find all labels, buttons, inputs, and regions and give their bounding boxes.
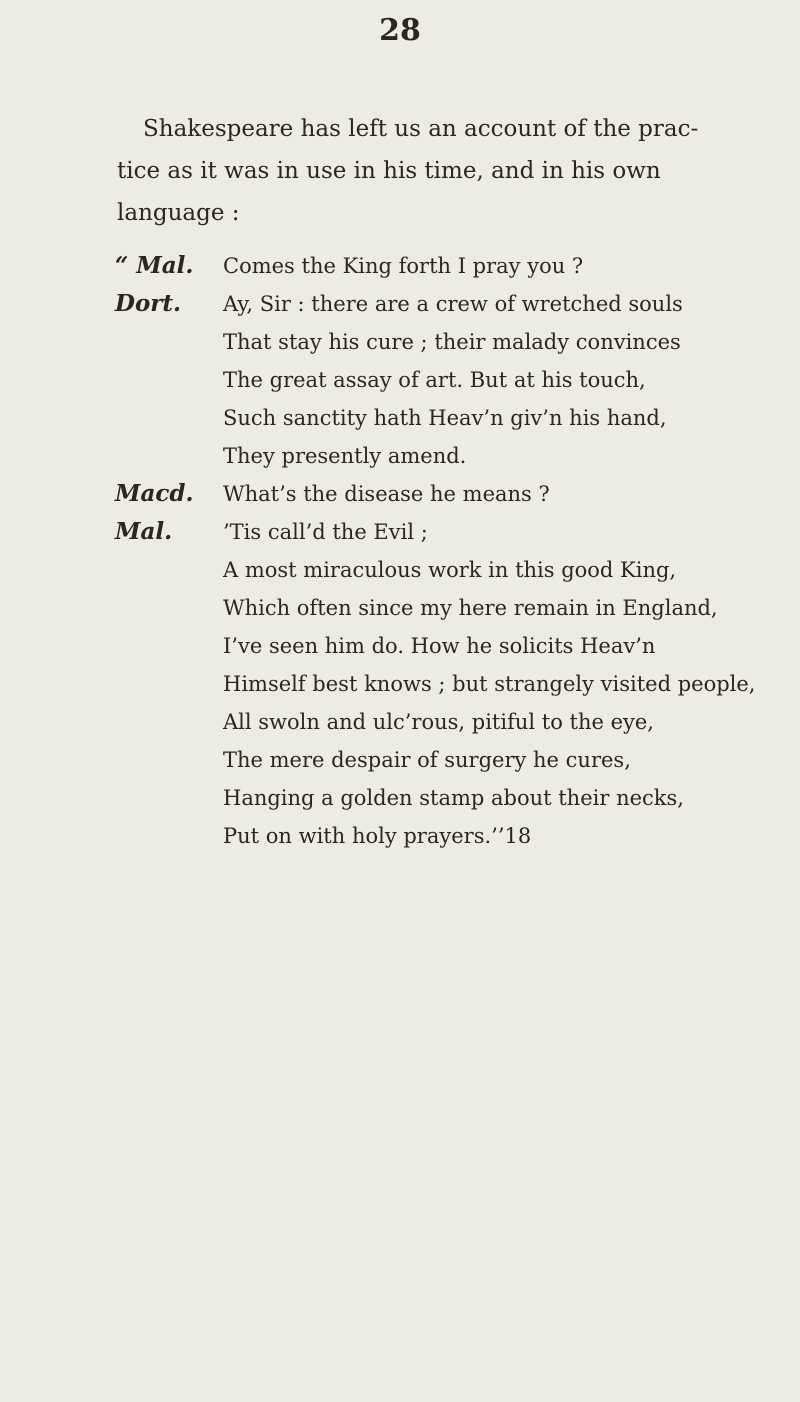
verse-text: Such sanctity hath Heav’n giv’n his hand, — [223, 406, 667, 430]
verse-text: That stay his cure ; their malady convinces — [223, 330, 681, 354]
page-number: 28 — [379, 13, 421, 48]
verse-text: All swoln and ulc’rous, pitiful to the eye, — [223, 710, 654, 734]
verse-text: ’Tis call’d the Evil ; — [223, 520, 428, 544]
verse-text: Comes the King forth I pray you ? — [223, 254, 584, 278]
speaker-name: “ Mal. — [115, 252, 194, 279]
verse-line — [0, 475, 800, 513]
verse-line — [0, 665, 800, 703]
verse-text: I’ve seen him do. How he solicits Heav’n — [223, 634, 656, 658]
verse-line — [0, 627, 800, 665]
verse-line — [0, 589, 800, 627]
verse-line — [0, 437, 800, 475]
verse-line — [0, 817, 800, 855]
verse-text: The mere despair of surgery he cures, — [223, 748, 631, 772]
intro-line: tice as it was in use in his time, and in his own — [117, 158, 661, 184]
speaker-name: Macd. — [115, 480, 194, 507]
verse-line — [0, 361, 800, 399]
verse-line — [0, 247, 800, 285]
verse-line — [0, 323, 800, 361]
verse-line — [0, 513, 800, 551]
verse-line — [0, 399, 800, 437]
intro-paragraph — [117, 108, 777, 234]
verse-text: Ay, Sir : there are a crew of wretched souls — [223, 292, 683, 316]
verse-line — [0, 779, 800, 817]
verse-text: The great assay of art. But at his touch, — [223, 368, 646, 392]
speaker-name: Mal. — [115, 518, 173, 545]
verse-text: What’s the disease he means ? — [223, 482, 550, 506]
verse-text: Which often since my here remain in England, — [223, 596, 718, 620]
verse-text: Hanging a golden stamp about their necks, — [223, 786, 684, 810]
verse-line — [0, 703, 800, 741]
verse-text: Put on with holy prayers.’’18 — [223, 824, 532, 848]
verse-line — [0, 741, 800, 779]
verse-text: A most miraculous work in this good King, — [223, 558, 677, 582]
intro-line: Shakespeare has left us an account of the prac- — [143, 116, 699, 142]
verse-text: Himself best knows ; but strangely visited people, — [223, 672, 756, 696]
verse-text: They presently amend. — [223, 444, 467, 468]
verse-line — [0, 285, 800, 323]
intro-line: language : — [117, 200, 240, 226]
verse-line — [0, 551, 800, 589]
speaker-name: Dort. — [115, 290, 182, 317]
